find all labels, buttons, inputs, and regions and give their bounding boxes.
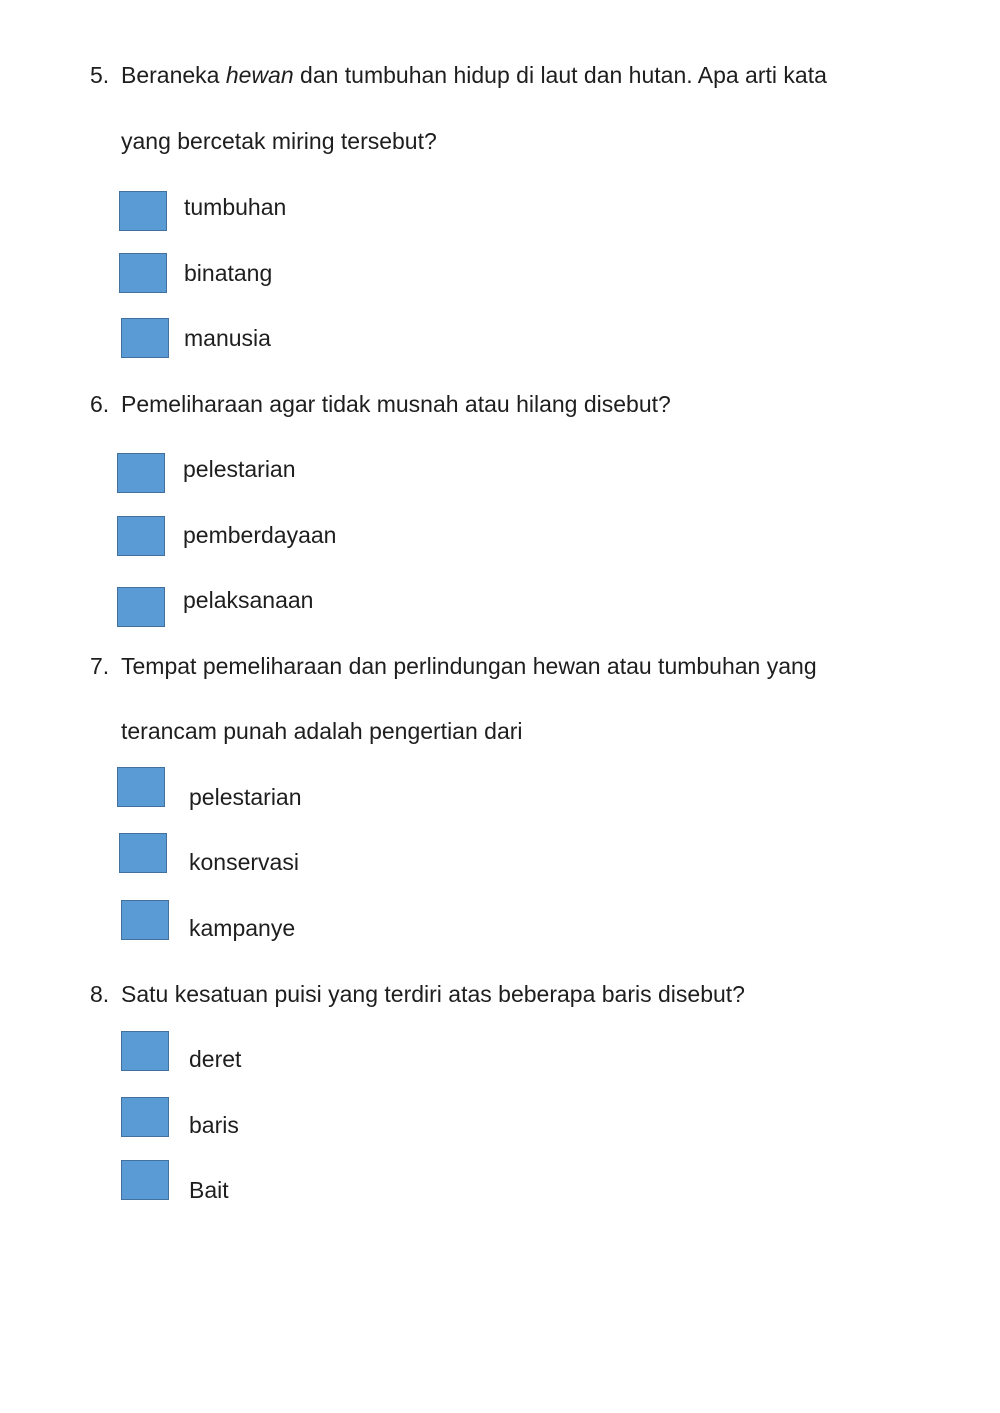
answer-checkbox[interactable]	[121, 1160, 169, 1200]
answer-checkbox[interactable]	[117, 453, 165, 493]
answer-label: binatang	[184, 260, 273, 286]
answer-checkbox[interactable]	[121, 1097, 169, 1137]
question-number: 7.	[90, 653, 110, 679]
question-number: 5.	[90, 62, 110, 88]
answer-checkbox[interactable]	[117, 516, 165, 556]
question-8	[90, 981, 745, 1008]
answer-label: pemberdayaan	[183, 522, 337, 548]
answer-label: baris	[189, 1112, 239, 1138]
question-text: Tempat pemeliharaan dan perlindungan hewan atau tumbuhan yang	[121, 653, 817, 679]
answer-label: pelestarian	[189, 784, 302, 810]
question-text: Pemeliharaan agar tidak musnah atau hilang disebut?	[121, 391, 671, 417]
answer-checkbox[interactable]	[119, 833, 167, 873]
answer-checkbox[interactable]	[119, 191, 167, 231]
question-7	[90, 653, 817, 680]
question-number: 8.	[90, 981, 110, 1007]
answer-checkbox[interactable]	[117, 587, 165, 627]
answer-label: konservasi	[189, 849, 299, 875]
answer-label: pelaksanaan	[183, 587, 314, 613]
question-number: 6.	[90, 391, 110, 417]
question-text-continued: terancam punah adalah pengertian dari	[121, 718, 523, 744]
answer-label: kampanye	[189, 915, 296, 941]
question-text: Beraneka hewan dan tumbuhan hidup di laut dan hutan. Apa arti kata	[121, 62, 827, 88]
question-text-continued: yang bercetak miring tersebut?	[121, 128, 437, 154]
answer-checkbox[interactable]	[121, 900, 169, 940]
question-text: Satu kesatuan puisi yang terdiri atas beberapa baris disebut?	[121, 981, 745, 1007]
answer-checkbox[interactable]	[121, 1031, 169, 1071]
answer-checkbox[interactable]	[119, 253, 167, 293]
italic-word: hewan	[225, 62, 294, 88]
answer-label: pelestarian	[183, 456, 296, 482]
question-5	[90, 62, 827, 89]
answer-label: Bait	[189, 1177, 229, 1203]
answer-label: deret	[189, 1046, 242, 1072]
answer-label: manusia	[184, 325, 271, 351]
question-6	[90, 391, 671, 418]
answer-label: tumbuhan	[184, 194, 287, 220]
answer-checkbox[interactable]	[121, 318, 169, 358]
answer-checkbox[interactable]	[117, 767, 165, 807]
